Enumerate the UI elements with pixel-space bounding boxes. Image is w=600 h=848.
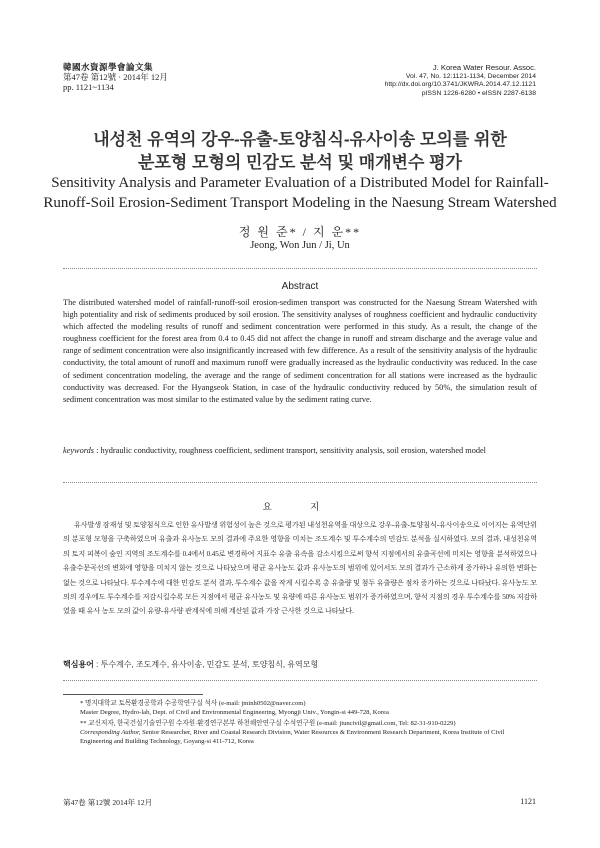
- volume-korean: 第47卷 第12號 · 2014年 12月: [63, 72, 168, 82]
- footnote-1-english: Master Degree, Hydro-lab, Dept. of Civil and Environmental Engineering, Myongji Univ., Yongin-si 449-728, Korea: [80, 708, 389, 716]
- title-english-line2: Runoff-Soil Erosion-Sediment Transport Modeling in the Naesung Stream Watershed: [43, 195, 557, 211]
- abstract-body: The distributed watershed model of rainfall-runoff-soil erosion-sedimen transport was constructed for the Naesung Stream Watershed with high potentiality and risk of sediments produced by soil erosion. The sensitivity analyses of roughness coefficient and hydraulic conductivity which affected the modeling results of runoff and sediment concentration were performed in this study. As a result, the change of the roughness coefficient for the forest area from 0.4 to 0.45 did not affect the change in runoff and stream discharge and the average value and range of sediment concentration were also insignificantly increased with few difference. As a result of the sensitivity analysis of the hydraulic conductivity, the total amount of runoff and maximum runoff were gradually increased as the hydraulic conductivity was reduced. In the case of sediment concentration modeling, the average and the range of sediment concentration for all stations were increased as the hydraulic conductivity was decreased. For the Hyangseok Station, in case of the hydraulic conductivity reduced by 50%, the simulation result of sediment concentration was most similar to the estimated value by the sediment rating curve.: [63, 298, 537, 404]
- footnote-rule: [63, 694, 203, 695]
- footnote-2-korean: ** 교신저자, 한국건설기술연구원 수자원·환경연구본부 하천해안연구실 수석연구원 (e-mail: jiuncivil@gmail.com, Tel: 82-31-910-0229): [80, 720, 456, 727]
- footnote-1-korean: * 명지대학교 토목환경공학과 수공학연구실 석사 (e-mail: jminh0502@naver.com): [80, 700, 306, 707]
- divider-middle: [63, 482, 537, 483]
- issn: pISSN 1226-6280 • eISSN 2287-6138: [421, 89, 536, 97]
- footnote-corresponding-author: [63, 720, 537, 746]
- authors-korean: 정 원 준* / 지 운**: [238, 225, 362, 239]
- title-korean-line2: 분포형 모형의 민감도 분석 및 매개변수 평가: [138, 153, 462, 172]
- korean-abstract-body: 유사발생 잠재성 및 토양침식으로 인한 유사발생 위험성이 높은 것으로 평가된 내성천유역을 대상으로 강우-유출-토양침식-유사이송으로 이어지는 유역단위의 분포형 모형을 구축하였으며 유출과 유사농도 모의 결과에 주요한 영향을 미치는 조도계수 및 투수계수의 민감도 분석을 실시하였다. 모의 결과, 내성천유역의 토지 피복이 숲인 지역의 조도계수를 0.4에서 0.45로 변경하여 지표수 유출 유속을 감소시킴으로써 향석 지점에서의 유출곡선에 미치는 영향을 분석하였으나 유출수문곡선의 변화에 영향을 미치지 않는 것으로 나타났으며 평균 유사농도 값과 유사농도의 범위에 있어서도 모의 결과가 근소하게 증가하나 유의한 변화는 없는 것으로 나타났다. 투수계수에 대한 민감도 분석 결과, 투수계수 값을 작게 시킬수록 총 유출량 및 첨두 유출량은 점차 증가하는 것으로 나타났다. 유사농도 모의의 경우에도 투수계수를 저감시킬수록 모든 지점에서 평균 유사농도 및 유량에 따른 유사농도 범위가 증가하였으며, 향석 지점의 경우 투수계수를 50% 저감하였을 때 유사 농도 모의 값이 유량-유사량 관계식에 의해 계산된 값과 가장 근사한 것으로 나타났다.: [63, 521, 537, 616]
- footer-volume: 第47卷 第12號 2014年 12月: [63, 798, 153, 807]
- page-number: 1121: [520, 797, 536, 806]
- title-korean-line1: 내성천 유역의 강우-유출-토양침식-유사이송 모의를 위한: [93, 130, 507, 149]
- doi-link[interactable]: http://dx.doi.org/10.3741/JKWRA.2014.47.12.1121: [384, 81, 536, 89]
- corresponding-author-label: Corresponding Author,: [80, 728, 141, 736]
- journal-header-left: [63, 62, 168, 92]
- footnote-first-author: [63, 700, 537, 718]
- abstract-keywords: [63, 445, 537, 457]
- page-range: pp. 1121~1134: [63, 82, 114, 92]
- journal-name-korean: 韓國水資源學會論文集: [63, 62, 154, 72]
- title-korean: [40, 128, 560, 174]
- journal-name-english: J. Korea Water Resour. Assoc.: [432, 63, 536, 72]
- korean-keywords-label: 핵심용어: [63, 660, 94, 669]
- volume-english: Vol. 47, No. 12:1121-1134, December 2014: [405, 72, 536, 80]
- footnote-2-english-text: Senior Researcher, River and Coastal Research Division, Water Resources & Environment Research Department, Korea Institute of Civil Engineering and Building Technology, Goyang-si 411-712, Korea: [80, 728, 505, 745]
- korean-keywords-list: : 투수계수, 조도계수, 유사이송, 민감도 분석, 토양침식, 유역모형: [93, 660, 319, 669]
- divider-bottom: [63, 680, 537, 681]
- abstract-heading: Abstract: [281, 281, 319, 292]
- journal-header-right: [385, 64, 536, 98]
- authors-english: Jeong, Won Jun / Ji, Un: [250, 240, 350, 251]
- title-english-line1: Sensitivity Analysis and Parameter Evaluation of a Distributed Model for Rainfall-: [51, 175, 549, 191]
- divider-top: [63, 268, 537, 269]
- keywords-label: keywords: [63, 446, 95, 455]
- korean-keywords: [63, 659, 537, 670]
- korean-abstract-heading: 요 지: [262, 503, 338, 513]
- title-english: [40, 173, 560, 213]
- footnote-2-english: [63, 729, 537, 747]
- keywords-list: : hydraulic conductivity, roughness coefficient, sediment transport, sensitivity analysis, soil erosion, watershed model: [94, 446, 486, 455]
